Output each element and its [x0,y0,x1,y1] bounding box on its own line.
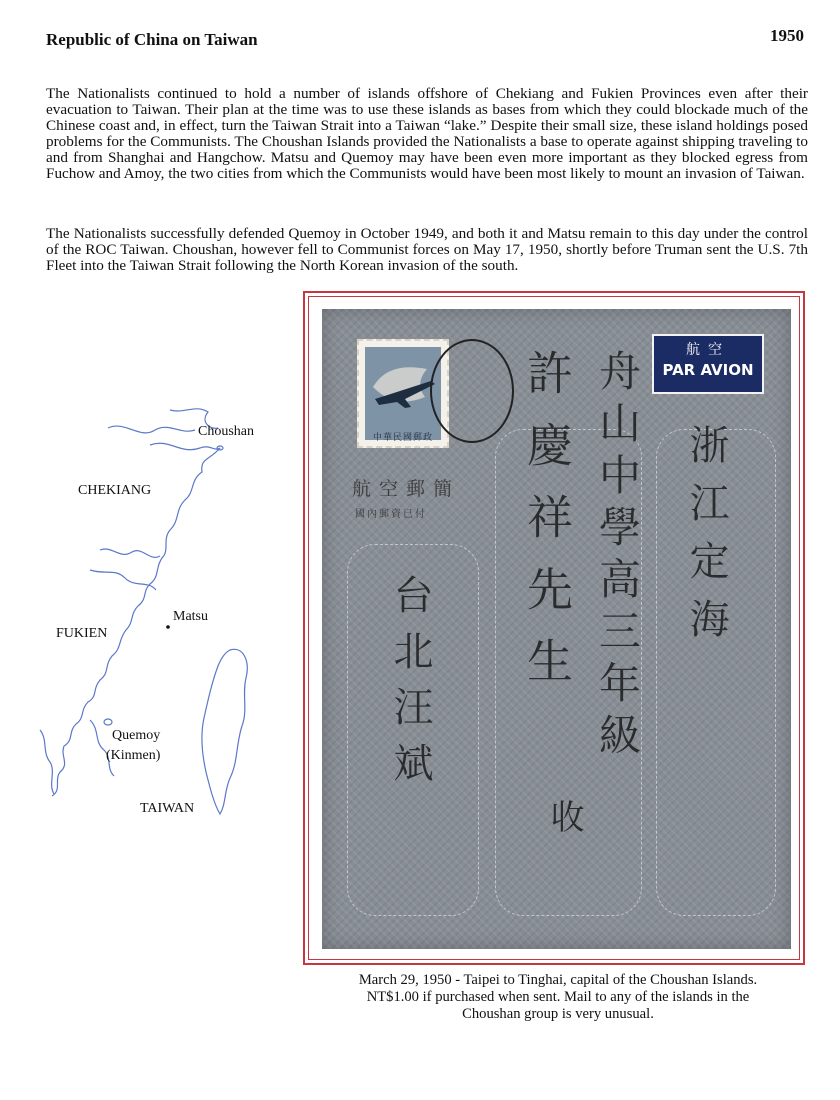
printed-title: 航空郵簡 [352,478,461,500]
label-taiwan: TAIWAN [140,801,195,816]
caption-line-1: March 29, 1950 - Taipei to Tinghai, capital of the Choushan Islands. [358,972,758,988]
cover-caption [318,972,798,1023]
label-kinmen: (Kinmen) [106,748,161,763]
postmark [430,339,514,443]
page-year: 1950 [770,26,804,45]
handwritten-address-line1: 舟山中學高三年級 [593,349,642,765]
matsu-dot [166,625,170,629]
par-avion-text: PAR AVION [662,361,754,379]
intro-paragraph: The Nationalists continued to hold a number of islands offshore of Chekiang and Fukien Provinces even after their evacuation to Taiwan. Their plan at the time was to use these islands as bases from which they could blockade much of the Chinese coast and, in effect, turn the Taiwan Strait into a Taiwan “lake.” Despite their small size, these island holdings posed problems for the Communists. The Choushan Islands provided the Nationalists a base to operate against shipping traveling to and from Shanghai and Hangchow. Matsu and Quemoy may have been even more important as they blocked egress from Fuchow and Amoy, the two cities from which the Communists would have been most likely to mount an invasion of Taiwan. [46,85,808,182]
label-chekiang: CHEKIANG [78,483,152,498]
airmail-cn-label: 航空 [686,342,730,358]
stamp-inscription: 中華民國郵政 [372,433,433,443]
par-avion-label [652,334,764,394]
caption-line-2: NT$1.00 if purchased when sent. Mail to any of the islands in the [366,989,750,1005]
label-fukien: FUKIEN [56,626,108,641]
handwritten-sender: 台北汪斌 [387,574,433,798]
label-quemoy: Quemoy [112,728,161,743]
handwritten-addressee: 許慶祥先生 [520,349,574,709]
handwritten-honorific: 收 [544,799,584,843]
page-title: Republic of China on Taiwan [46,30,258,49]
coastal-map [30,400,280,830]
label-matsu: Matsu [173,609,208,624]
history-paragraph: The Nationalists successfully defended Quemoy in October 1949, and both it and Matsu remain to this day under the control of the ROC Taiwan. Choushan, however fell to Communist forces on May 17, 1950, shortly before Truman sent the U.S. 7th Fleet into the Taiwan Strait following the North Korean invasion of the south. [46,225,808,274]
coastline-drawing [30,400,280,830]
label-choushan: Choushan [198,424,254,439]
handwritten-destination: 浙江定海 [683,424,729,656]
printed-subtitle: 國內郵資已付 [355,509,427,520]
caption-line-3: Choushan group is very unusual. [462,1006,654,1022]
airmail-letter-sheet [322,309,791,949]
